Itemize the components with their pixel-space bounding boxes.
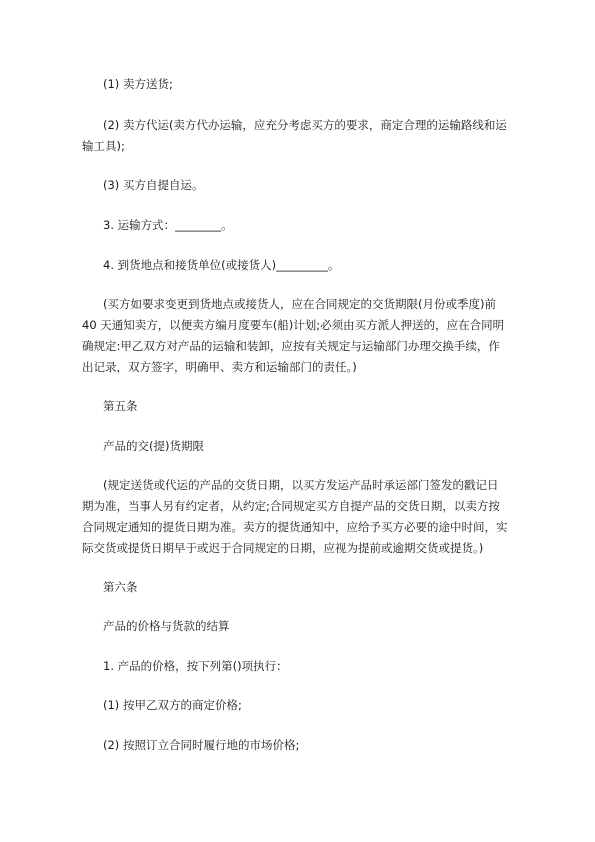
paragraph-change-note-2: 40 天通知卖方，以便卖方编月度要车(船)计划;必须由买方派人押送的，应在合同明 bbox=[82, 318, 505, 332]
paragraph-seller-shipping: (2) 卖方代运(卖方代办运输，应充分考虑买方的要求，商定合理的运输路线和运 bbox=[103, 118, 507, 132]
paragraph-delivery-date-4: 际交货或提货日期早于或迟于合同规定的日期，应视为提前或逾期交货或提货。) bbox=[82, 541, 484, 555]
paragraph-delivery-location: 4. 到货地点和接货单位(或接货人)_________。 bbox=[103, 258, 340, 272]
paragraph-price-method: 1. 产品的价格，按下列第()项执行： bbox=[103, 659, 288, 673]
paragraph-delivery-date-3: 合同规定通知的提货日期为准。卖方的提货通知中，应给予买方必要的途中时间，实 bbox=[82, 520, 508, 534]
paragraph-delivery-date-1: (规定送货或代运的产品的交货日期，以买方发运产品时承运部门签发的戳记日 bbox=[103, 478, 499, 492]
paragraph-negotiated-price: (1) 按甲乙双方的商定价格; bbox=[103, 698, 242, 712]
paragraph-seller-shipping-cont: 输工具); bbox=[82, 139, 125, 153]
paragraph-change-note-4: 出记录，双方签字，明确甲、卖方和运输部门的责任。) bbox=[82, 360, 357, 374]
paragraph-buyer-pickup: (3) 买方自提自运。 bbox=[103, 178, 204, 192]
paragraph-change-note-1: (买方如要求变更到货地点或接货人，应在合同规定的交货期限(月份或季度)前 bbox=[103, 297, 496, 311]
paragraph-market-price: (2) 按照订立合同时履行地的市场价格; bbox=[103, 738, 300, 752]
paragraph-seller-delivery: (1) 卖方送货; bbox=[103, 77, 173, 91]
paragraph-delivery-date-2: 期为准，当事人另有约定者，从约定;合同规定买方自提产品的交货日期，以卖方按 bbox=[82, 499, 500, 513]
paragraph-transport-method: 3. 运输方式：________。 bbox=[103, 218, 233, 232]
paragraph-change-note-3: 确规定:甲乙双方对产品的运输和装卸，应按有关规定与运输部门办理交换手续，作 bbox=[82, 339, 500, 353]
heading-delivery-period: 产品的交(提)货期限 bbox=[103, 439, 204, 453]
heading-article-6: 第六条 bbox=[103, 580, 138, 594]
heading-price-settlement: 产品的价格与货款的结算 bbox=[103, 619, 230, 633]
heading-article-5: 第五条 bbox=[103, 399, 138, 413]
